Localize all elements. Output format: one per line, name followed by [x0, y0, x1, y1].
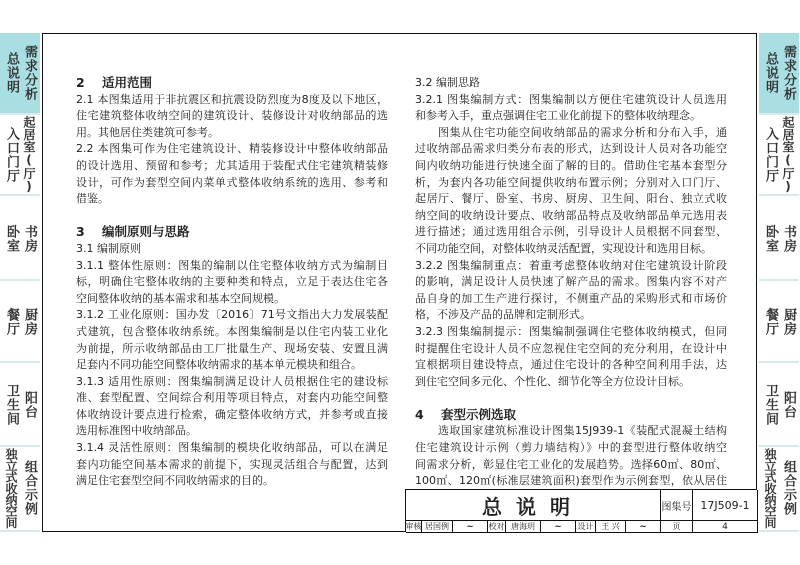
- text-line: 3.1 编制原则: [76, 241, 141, 255]
- text-line: 过收纳部品需求归类分布表的形式，达到设计人员对各功能空: [415, 142, 727, 156]
- text-line: 为前提，所示收纳部品由工厂批量生产、现场安装、安置且满: [76, 341, 388, 355]
- text-line: 100㎡、120㎡(标准层建筑面积)套型作为示例套型，依从居住: [415, 474, 727, 488]
- tab-label: 独立式收纳空间: [763, 447, 777, 528]
- text-line: 的设计选用、预留和参考；尤其适用于装配式住宅建筑精装修: [76, 158, 388, 172]
- checker-name: 唐海玥: [506, 521, 541, 533]
- tab-4[interactable]: [0, 283, 40, 363]
- checker-signature: ~: [541, 521, 576, 533]
- tab-3[interactable]: [0, 198, 40, 281]
- section-title: 适用范围: [102, 75, 153, 90]
- section-title: 编制原则与思路: [102, 224, 190, 240]
- text-line: 品自身的加工生产进行探讨，不侧重产品的采购形式和市场价: [415, 291, 727, 305]
- section-number: 2: [76, 75, 85, 90]
- text-line: 足套内不同功能空间整体收纳需求的基本单元模块和组合。: [76, 358, 362, 372]
- text-line: 满足住宅套型空间不同收纳需求的目的。: [76, 474, 274, 488]
- text-line: 的影响，满足设计人员快速了解产品的需求。图集内容不对产: [415, 275, 727, 289]
- tab-label: 厨房: [781, 308, 796, 336]
- blank-line: [415, 390, 727, 407]
- reviewer-name: 居国例: [422, 521, 453, 533]
- tab-label: 组合示例: [22, 460, 37, 516]
- text-line: 3.2 编制思路: [415, 76, 480, 89]
- tab-3[interactable]: [759, 198, 799, 281]
- designer-name: 王 兴: [596, 521, 626, 533]
- tab-label: 书房: [781, 224, 796, 253]
- tab-2[interactable]: [759, 116, 799, 196]
- tab-label: 阳台: [781, 391, 796, 419]
- tab-label: 餐厅: [4, 308, 19, 336]
- tab-5[interactable]: [0, 365, 40, 447]
- atlas-no-label: 图集号: [661, 490, 693, 521]
- text-line: 到住宅空间多元化、个性化、细节化等全方位设计目标。: [415, 374, 690, 388]
- text-line: 进行描述；通过选用组合示例，引导设计人员根据不同套型、: [415, 225, 727, 239]
- tab-2[interactable]: [0, 116, 40, 196]
- text-line: 纳空间的收纳设计要点、收纳部品特点及收纳部品单元选用表: [415, 208, 727, 222]
- text-line: 用。其他居住类建筑可参考。: [76, 125, 219, 139]
- tab-1[interactable]: [759, 33, 799, 115]
- text-line: 3.2.2 图集编制重点：着重考虑整体收纳对住宅建筑设计阶段: [415, 258, 727, 272]
- text-line: 3.1.4 灵活性原则：图集编制的模块化收纳部品，可以在满足: [76, 441, 388, 455]
- text-line: 准、套型配置、空间综合利用等项目特点，对套内功能空间整: [76, 391, 388, 405]
- tab-4[interactable]: [759, 283, 799, 363]
- tab-1[interactable]: [0, 33, 40, 115]
- text-line: 3.2.1 图集编制方式：图集编制以方便住宅建筑设计人员选用: [415, 92, 727, 106]
- text-line: 时提醒住宅设计人员不应忽视住宅空间的充分利用，在设计中: [415, 341, 727, 355]
- tab-label: 需求分析: [22, 45, 37, 101]
- text-line: 选取国家建筑标准设计图集15J939-1《装配式混凝土结构: [438, 424, 727, 438]
- text-line: 3.1.1 整体性原则：图集的编制以住宅整体收纳方式为编制目: [76, 258, 388, 272]
- text-line: 析，为套内各功能空间提供收纳布置示例；分别对入口门厅、: [415, 175, 727, 189]
- page-number: 4: [693, 521, 758, 533]
- text-line: 标，明确住宅整体收纳的主要种类和特点，立足于表达住宅各: [76, 275, 388, 289]
- tab-label: 总说明: [763, 52, 778, 94]
- title-block: [405, 489, 757, 532]
- text-line: 和参考入手，重点强调住宅工业化前提下的整体收纳理念。: [415, 109, 701, 123]
- text-line: 起居厅、餐厅、卧室、书房、厨房、卫生间、阳台、独立式收: [415, 192, 727, 206]
- tab-label: 阳台: [22, 391, 37, 419]
- text-line: 不同功能空间，对整体收纳灵活配置，实现设计和选用目标。: [415, 241, 712, 255]
- left-text-column: [76, 75, 388, 490]
- section-heading: [76, 75, 388, 92]
- tab-label: 餐厅: [763, 308, 778, 336]
- page-label: 页: [661, 521, 693, 533]
- text-line: 体收纳设计要点进行检索，确定整体收纳方式，并参考或直接: [76, 407, 388, 421]
- text-line: 3.2.3 图集编制提示：图集编制强调住宅整体收纳模式，但同: [415, 324, 727, 338]
- text-line: 借鉴。: [76, 192, 109, 206]
- section-number: 4: [415, 406, 424, 422]
- text-line: 宜根据项目建设特点，通过住宅设计的各种空间利用手法，达: [415, 358, 727, 372]
- section-title: 套型示例选取: [441, 406, 517, 422]
- text-line: 3.1.2 工业化原则：国办发〔2016〕71号文指出大力发展装配: [76, 308, 388, 322]
- text-line: 式建筑，包含整体收纳系统。本图集编制是以住宅内装工业化: [76, 324, 388, 338]
- text-line: 2.1 本图集适用于非抗震区和抗震设防烈度为8度及以下地区，: [76, 92, 388, 106]
- review-label: 审核: [405, 522, 422, 531]
- tab-label: 卫生间: [763, 384, 778, 426]
- sheet-title: 总说明: [406, 490, 661, 521]
- tab-5[interactable]: [759, 365, 799, 447]
- blank-line: [76, 208, 388, 225]
- tab-label: 入口门厅: [4, 127, 19, 183]
- tab-label: 起居室(厅): [781, 116, 795, 194]
- tab-6[interactable]: [0, 446, 40, 532]
- text-line: 套内功能空间基本需求的前提下，实现灵活组合与配置，达到: [76, 457, 388, 471]
- tab-label: 卧室: [763, 224, 778, 253]
- text-line: 间内收纳功能进行快速全面了解的目的。借助住宅基本套型分: [415, 158, 727, 172]
- text-line: 设计，可作为套型空间内菜单式整体收纳系统的选用、参考和: [76, 175, 388, 189]
- right-text-column: [415, 75, 727, 490]
- text-line: 空间整体收纳的基本需求和基本空间规模。: [76, 291, 285, 305]
- tab-label: 总说明: [4, 52, 19, 94]
- atlas-no: 17J509-1: [693, 490, 758, 521]
- tab-label: 需求分析: [781, 45, 796, 101]
- section-heading: [415, 407, 727, 424]
- tab-label: 卧室: [4, 224, 19, 253]
- check-label: 校对: [488, 522, 505, 531]
- tab-label: 卫生间: [4, 384, 19, 426]
- tab-label: 入口门厅: [763, 127, 778, 183]
- design-label: 设计: [576, 521, 596, 533]
- text-line: 间需求分析，彰显住宅工业化的发展趋势。选择60㎡、80㎡、: [415, 457, 727, 471]
- tab-label: 厨房: [22, 308, 37, 336]
- tab-label: 独立式收纳空间: [4, 447, 18, 528]
- tab-label: 起居室(厅): [22, 116, 36, 194]
- tab-label: 书房: [22, 224, 37, 253]
- text-line: 图集从住宅功能空间收纳部品的需求分析和分布入手，通: [438, 125, 727, 139]
- tab-label: 组合示例: [781, 460, 796, 516]
- text-line: 住宅建筑设计示例（剪力墙结构）》中的套型进行整体收纳空: [415, 441, 727, 455]
- text-line: 2.2 本图集可作为住宅建筑设计、精装修设计中整体收纳部品: [76, 142, 388, 156]
- text-line: 选用标准图中收纳部品。: [76, 424, 197, 438]
- text-line: 住宅建筑整体收纳空间的建筑设计、装修设计对收纳部品的选: [76, 109, 388, 123]
- tab-6[interactable]: [759, 446, 799, 532]
- reviewer-signature: ~: [453, 521, 488, 533]
- text-line: 格，不涉及产品的品牌和定制形式。: [415, 308, 591, 322]
- text-line: 3.1.3 适用性原则：图集编制满足设计人员根据住宅的建设标: [76, 374, 388, 388]
- section-heading: [76, 224, 388, 241]
- section-number: 3: [76, 224, 85, 240]
- designer-signature: ~: [626, 521, 661, 533]
